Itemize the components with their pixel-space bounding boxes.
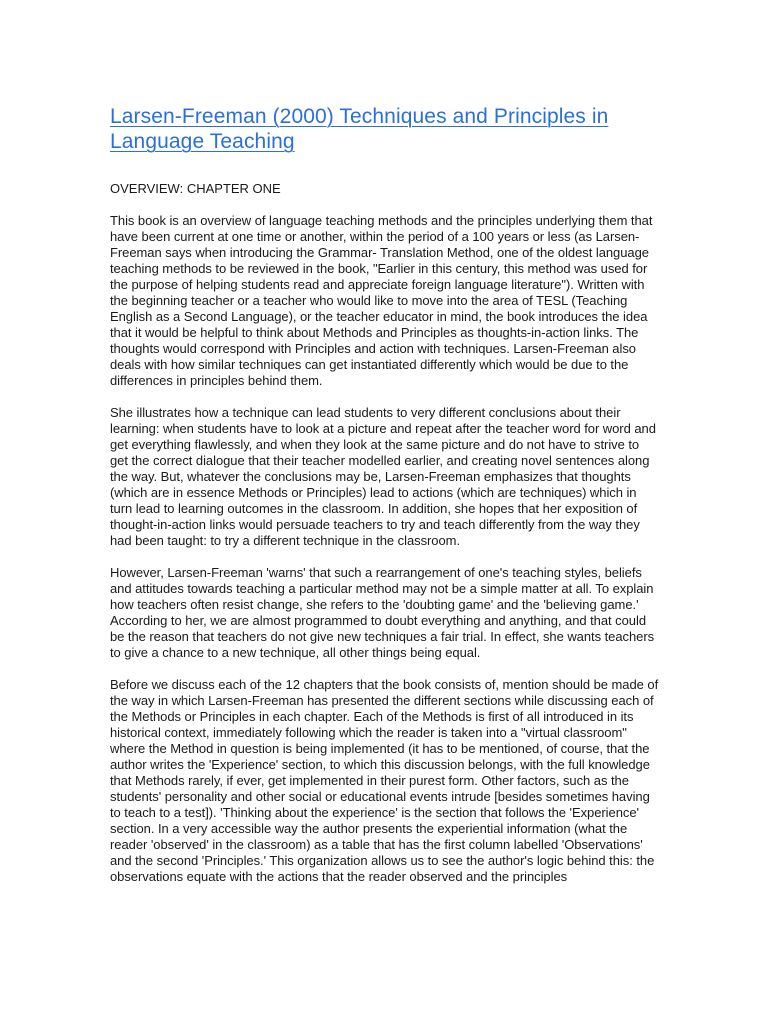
paragraph-2: She illustrates how a technique can lead students to very different conclusions about their learning: when students have to look at a picture and repeat after the teacher word for word and get everything flawlessly, and when they look at the same picture and do not have to strive to get the correct dialogue that their teacher modelled earlier, and creating novel sentences along the way. But, whatever the conclusions may be, Larsen-Freeman emphasizes that thoughts (which are in essence Methods or Principles) lead to actions (which are techniques) which in turn lead to learning outcomes in the classroom. In addition, she hopes that her exposition of thought-in-action links would persuade teachers to try and teach differently from the way they had been taught: to try a different technique in the classroom. — [110, 405, 656, 548]
paragraph-3: However, Larsen-Freeman 'warns' that such a rearrangement of one's teaching styles, beliefs and attitudes towards teaching a particular method may not be a simple matter at all. To explain how teachers often resist change, she refers to the 'doubting game' and the 'believing game.' According to her, we are almost programmed to doubt everything and anything, and that could be the reason that teachers do not give new techniques a fair trial. In effect, she wants teachers to give a chance to a new technique, all other things being equal. — [110, 565, 655, 660]
paragraph-1: This book is an overview of language teaching methods and the principles underlying them that have been current at one time or another, within the period of a 100 years or less (as Larsen-Freeman says when introducing the Grammar- Translation Method, one of the oldest language teaching methods to be reviewed in the book, "Earlier in this century, this method was used for the purpose of helping students read and appreciate foreign language literature"). Written with the beginning teacher or a teacher who would like to move into the area of TESL (Teaching English as a Second Language), or the teacher educator in mind, the book introduces the idea that it would be helpful to think about Methods and Principles as thoughts-in-action links. The thoughts would correspond with Principles and action with techniques. Larsen-Freeman also deals with how similar techniques can get instantiated differently which would be due to the differences in principles behind them. — [110, 213, 653, 388]
section-heading: OVERVIEW: CHAPTER ONE — [110, 181, 281, 196]
paragraph-4: Before we discuss each of the 12 chapters that the book consists of, mention should be made of the way in which Larsen-Freeman has presented the different sections while discussing each of the Methods or Principles in each chapter. Each of the Methods is first of all introduced in its historical context, immediately following which the reader is taken into a "virtual classroom" where the Method in question is being implemented (it has to be mentioned, of course, that the author writes the 'Experience' section, to which this discussion belongs, with the full knowledge that Methods rarely, if ever, get implemented in their purest form. Other factors, such as the students' personality and other social or educational events intrude [besides sometimes having to teach to a test]). 'Thinking about the experience' is the section that follows the 'Experience' section. In a very accessible way the author presents the experiential information (what the reader 'observed' in the classroom) as a table that has the first column labelled 'Observations' and the second 'Principles.' This organization allows us to see the author's logic behind this: the observations equate with the actions that the reader observed and the principles — [110, 677, 659, 884]
document-title-link[interactable]: Larsen-Freeman (2000) Techniques and Principles in Language Teaching — [110, 105, 609, 153]
document-page — [110, 104, 660, 885]
